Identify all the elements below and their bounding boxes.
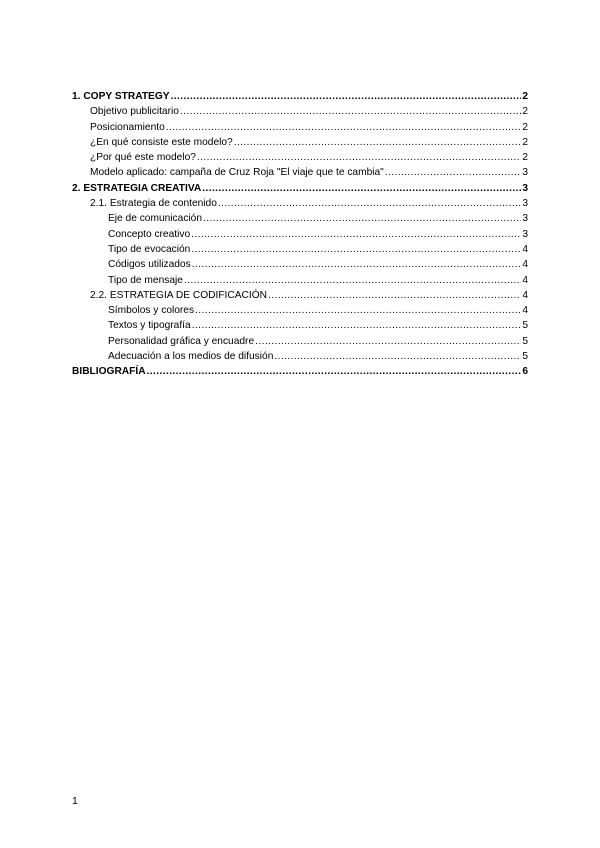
toc-entry-title: Códigos utilizados — [108, 259, 191, 271]
toc-entry[interactable] — [72, 211, 528, 226]
toc-dot-leader — [385, 165, 522, 180]
toc-entry-page: 2 — [522, 121, 528, 133]
toc-dot-leader — [268, 288, 521, 303]
toc-entry-title: Objetivo publicitario — [90, 106, 179, 118]
toc-entry[interactable] — [72, 120, 528, 135]
toc-entry[interactable] — [72, 135, 528, 150]
toc-entry[interactable] — [72, 242, 528, 257]
toc-dot-leader — [191, 227, 521, 242]
toc-entry-title: Textos y tipografía — [108, 320, 191, 332]
toc-entry-page: 3 — [522, 213, 528, 225]
toc-dot-leader — [195, 303, 521, 318]
toc-entry-title: ¿Por qué este modelo? — [90, 152, 196, 164]
toc-entry-page: 4 — [522, 243, 528, 255]
toc-entry-title: ¿En qué consiste este modelo? — [90, 136, 233, 148]
toc-entry[interactable] — [72, 364, 528, 379]
toc-dot-leader — [171, 89, 522, 104]
toc-entry-title: BIBLIOGRAFÍA — [72, 366, 146, 378]
toc-dot-leader — [234, 135, 522, 150]
toc-entry-title: Eje de comunicación — [108, 213, 203, 225]
toc-dot-leader — [218, 196, 521, 211]
toc-entry-page: 4 — [522, 274, 528, 286]
toc-entry-page: 4 — [522, 289, 528, 301]
toc-entry[interactable] — [72, 165, 528, 180]
toc-entry-page: 2 — [522, 106, 528, 118]
toc-entry-page: 3 — [522, 167, 528, 179]
toc-entry-page: 5 — [522, 320, 528, 332]
toc-entry-page: 6 — [522, 366, 528, 378]
toc-entry-title: Tipo de mensaje — [108, 274, 183, 286]
toc-dot-leader — [192, 318, 522, 333]
toc-entry[interactable] — [72, 227, 528, 242]
toc-dot-leader — [191, 242, 521, 257]
toc-entry-page: 4 — [522, 305, 528, 317]
toc-entry-page: 5 — [522, 351, 528, 363]
toc-dot-leader — [180, 104, 521, 119]
toc-dot-leader — [203, 211, 521, 226]
toc-entry-title: Personalidad gráfica y encuadre — [108, 335, 255, 347]
toc-entry[interactable] — [72, 303, 528, 318]
toc-entry[interactable] — [72, 257, 528, 272]
toc-entry[interactable] — [72, 273, 528, 288]
toc-entry-title: Modelo aplicado: campaña de Cruz Roja "El viaje que te cambia" — [90, 167, 384, 179]
toc-dot-leader — [274, 349, 521, 364]
toc-entry-page: 2 — [522, 152, 528, 164]
toc-entry-title: Posicionamiento — [90, 121, 165, 133]
toc-entry-page: 2 — [522, 136, 528, 148]
toc-entry[interactable] — [72, 318, 528, 333]
table-of-contents — [72, 89, 528, 380]
toc-entry-title: 1. COPY STRATEGY — [72, 91, 170, 102]
toc-entry[interactable] — [72, 181, 528, 196]
toc-entry[interactable] — [72, 150, 528, 165]
toc-entry-page: 5 — [522, 335, 528, 347]
toc-entry-page: 2 — [522, 91, 528, 102]
toc-entry-title: Adecuación a los medios de difusión — [108, 351, 274, 363]
toc-entry-page: 4 — [522, 259, 528, 271]
toc-entry[interactable] — [72, 104, 528, 119]
toc-dot-leader — [197, 150, 521, 165]
toc-entry-title: 2.2. ESTRATEGIA DE CODIFICACIÓN — [90, 289, 267, 301]
toc-entry[interactable] — [72, 196, 528, 211]
toc-dot-leader — [184, 273, 521, 288]
toc-entry-title: Concepto creativo — [108, 228, 191, 240]
toc-entry[interactable] — [72, 89, 528, 104]
toc-entry-page: 3 — [522, 228, 528, 240]
toc-entry-page: 3 — [522, 198, 528, 210]
toc-dot-leader — [192, 257, 522, 272]
toc-entry-title: 2. ESTRATEGIA CREATIVA — [72, 182, 202, 194]
toc-entry[interactable] — [72, 288, 528, 303]
toc-dot-leader — [166, 120, 522, 135]
toc-dot-leader — [255, 334, 521, 349]
toc-entry-title: 2.1. Estrategia de contenido — [90, 198, 217, 210]
toc-entry-title: Símbolos y colores — [108, 305, 195, 317]
toc-entry-title: Tipo de evocación — [108, 243, 191, 255]
toc-entry[interactable] — [72, 349, 528, 364]
page-number: 1 — [72, 795, 78, 807]
toc-entry-page: 3 — [522, 182, 528, 194]
toc-dot-leader — [202, 181, 521, 196]
toc-entry[interactable] — [72, 334, 528, 349]
toc-dot-leader — [147, 364, 522, 379]
